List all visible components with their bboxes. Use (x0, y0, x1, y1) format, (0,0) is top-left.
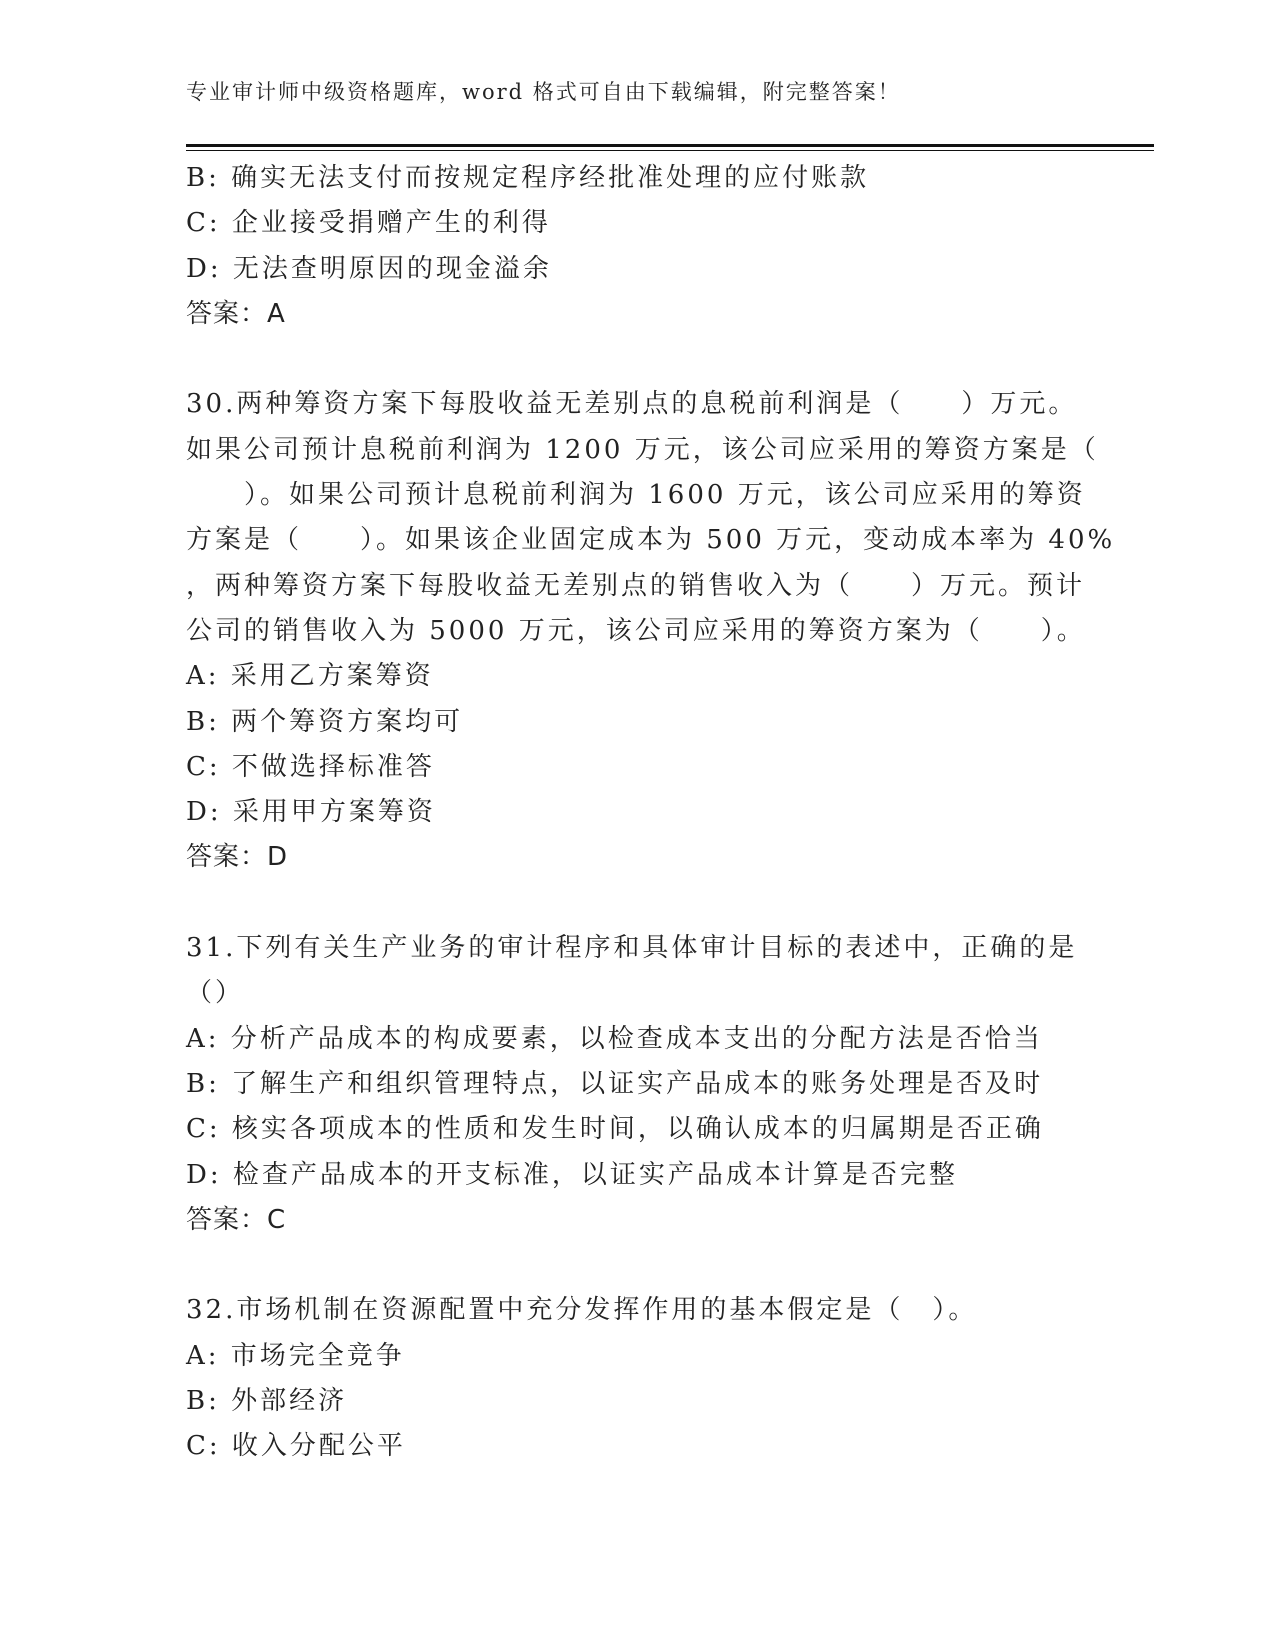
blank-line (186, 1243, 1086, 1288)
blank-line (186, 337, 1086, 382)
option-line: D: 采用甲方案筹资 (186, 797, 436, 828)
option-line: A: 采用乙方案筹资 (186, 661, 434, 692)
option-line: B: 了解生产和组织管理特点，以证实产品成本的账务处理是否及时 (186, 1068, 1044, 1099)
option-line: A: 市场完全竞争 (186, 1340, 405, 1371)
answer-line: 答案：C (186, 1204, 287, 1235)
blank-line (186, 881, 1086, 926)
option-line: C: 收入分配公平 (186, 1431, 406, 1462)
option-line: C: 核实各项成本的性质和发生时间，以确认成本的归属期是否正确 (186, 1114, 1044, 1145)
page-header: 专业审计师中级资格题库，word 格式可自由下载编辑，附完整答案！ (186, 80, 901, 104)
question-line: 30.两种筹资方案下每股收益无差别点的息税前利润是（ ）万元。 (186, 389, 1078, 420)
answer-line: 答案：D (186, 842, 289, 873)
question-line: 方案是（ ）。如果该企业固定成本为 500 万元，变动成本率为 40% (186, 525, 1116, 556)
option-line: D: 检查产品成本的开支标准，以证实产品成本计算是否完整 (186, 1159, 958, 1190)
question-line: （） (186, 978, 245, 1009)
option-line: B: 两个筹资方案均可 (186, 706, 464, 737)
option-line: B: 外部经济 (186, 1386, 348, 1417)
question-line: ）。如果公司预计息税前利润为 1600 万元，该公司应采用的筹资 (186, 480, 1086, 511)
answer-line: 答案：A (186, 298, 286, 329)
header-rule-thick (186, 144, 1154, 147)
option-line: B: 确实无法支付而按规定程序经批准处理的应付账款 (186, 163, 870, 193)
question-line: 公司的销售收入为 5000 万元，该公司应采用的筹资方案为（ ）。 (186, 615, 1086, 646)
document-body (186, 156, 1116, 1470)
question-line: 31.下列有关生产业务的审计程序和具体审计目标的表述中，正确的是 (186, 933, 1078, 964)
header-rule-thin (186, 150, 1154, 151)
question-line: 32.市场机制在资源配置中充分发挥作用的基本假定是（ ）。 (186, 1295, 978, 1326)
option-line: A: 分析产品成本的构成要素，以检查成本支出的分配方法是否恰当 (186, 1023, 1043, 1054)
question-line: ，两种筹资方案下每股收益无差别点的销售收入为（ ）万元。预计 (186, 570, 1086, 601)
option-line: D: 无法查明原因的现金溢余 (186, 253, 552, 284)
option-line: C: 不做选择标准答 (186, 751, 435, 782)
question-line: 如果公司预计息税前利润为 1200 万元，该公司应采用的筹资方案是（ (186, 434, 1099, 465)
option-line: C: 企业接受捐赠产生的利得 (186, 208, 551, 239)
